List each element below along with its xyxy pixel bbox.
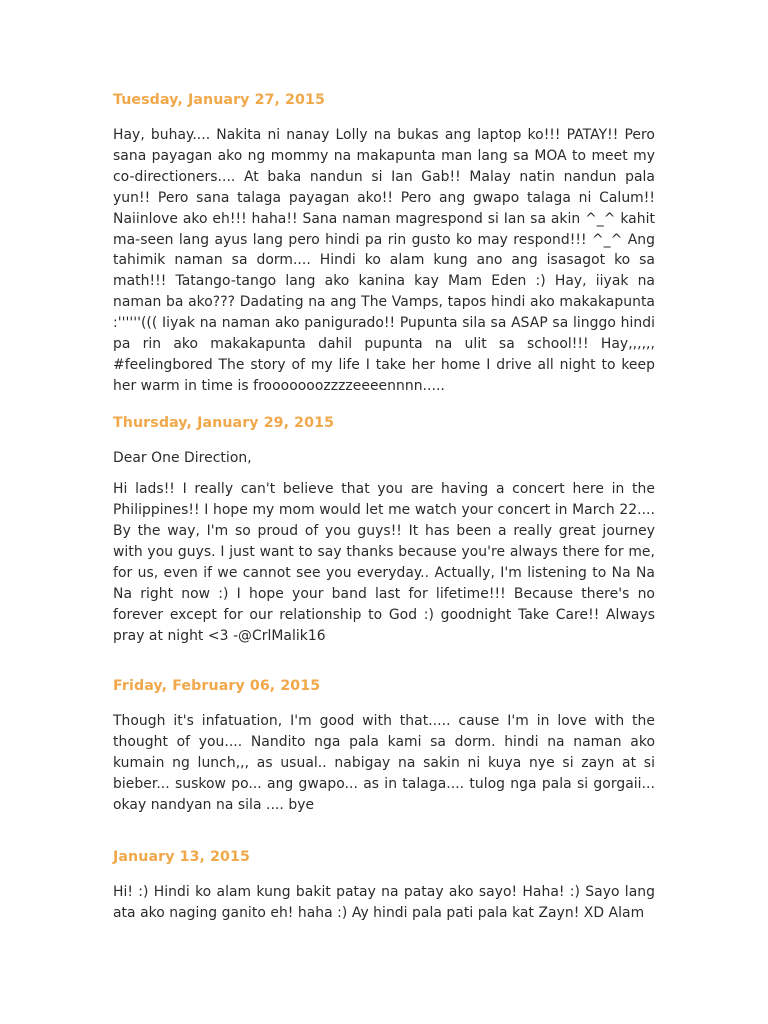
entry-date: Thursday, January 29, 2015 <box>113 415 335 431</box>
entry-paragraph: Hay, buhay.... Nakita ni nanay Lolly na bukas ang laptop ko!!! PATAY!! Pero sana payagan ako ng mommy na makapunta man lang sa MOA to meet my co-directioners.... At baka nandun si Ian Gab!! Malay natin nandun pala yun!! Pero sana talaga payagan ako!! Pero ang gwapo talaga ni Calum!! Naiinlove ako eh!!! haha!! Sana naman magrespond si Ian sa akin ^_^ kahit ma-seen lang ayus lang pero hindi pa rin gusto ko may respond!!! ^_^ Ang tahimik naman sa dorm.... Hindi ko alam kung ano ang isasagot ko sa math!!! Tatango-tango lang ako kanina kay Mam Eden :) Hay, iiyak na naman ba ako??? Dadating na ang The Vamps, tapos hindi ako makakapunta :''''''((( Iiyak na naman ako panigurado!! Pupunta sila sa ASAP sa linggo hindi pa rin ako makakapunta dahil pupunta na ulit sa school!!! Hay,,,,,, #feelingbored The story of my life I take her home I drive all night to keep her warm in time is frooooooozzzzeeeennnn..... <box>113 127 655 394</box>
entry-date: Tuesday, January 27, 2015 <box>113 92 325 108</box>
entry-greeting: Dear One Direction, <box>113 450 252 466</box>
blog-entry <box>113 845 655 921</box>
entry-paragraph: Hi! :) Hindi ko alam kung bakit patay na patay ako sayo! Haha! :) Sayo lang ata ako naging ganito eh! haha :) Ay hindi pala pati pala kat Zayn! XD Alam <box>113 884 655 921</box>
blog-document <box>113 88 655 921</box>
entry-paragraph: Though it's infatuation, I'm good with that..... cause I'm in love with the thought of you.... Nandito nga pala kami sa dorm. hindi na naman ako kumain ng lunch,,, as usual.. nabigay na sakin ni kuya nye si zayn at si bieber... suskow po... ang gwapo... as in talaga.... tulog nga pala si gorgaii... okay nandyan na sila .... bye <box>113 713 655 813</box>
entry-date: January 13, 2015 <box>113 849 250 865</box>
blog-entry <box>113 88 655 397</box>
entry-date: Friday, February 06, 2015 <box>113 678 321 694</box>
entry-paragraph: Hi lads!! I really can't believe that you are having a concert here in the Philippines!! I hope my mom would let me watch your concert in March 22.... By the way, I'm so proud of you guys!! It has been a really great journey with you guys. I just want to say thanks because you're always there for me, for us, even if we cannot see you everyday.. Actually, I'm listening to Na Na Na right now :) I hope your band last for lifetime!!! Because there's no forever except for our relationship to God :) goodnight Take Care!! Always pray at night <3 -@CrlMalik16 <box>113 481 655 644</box>
blog-entry <box>113 411 655 647</box>
blog-entry <box>113 674 655 816</box>
